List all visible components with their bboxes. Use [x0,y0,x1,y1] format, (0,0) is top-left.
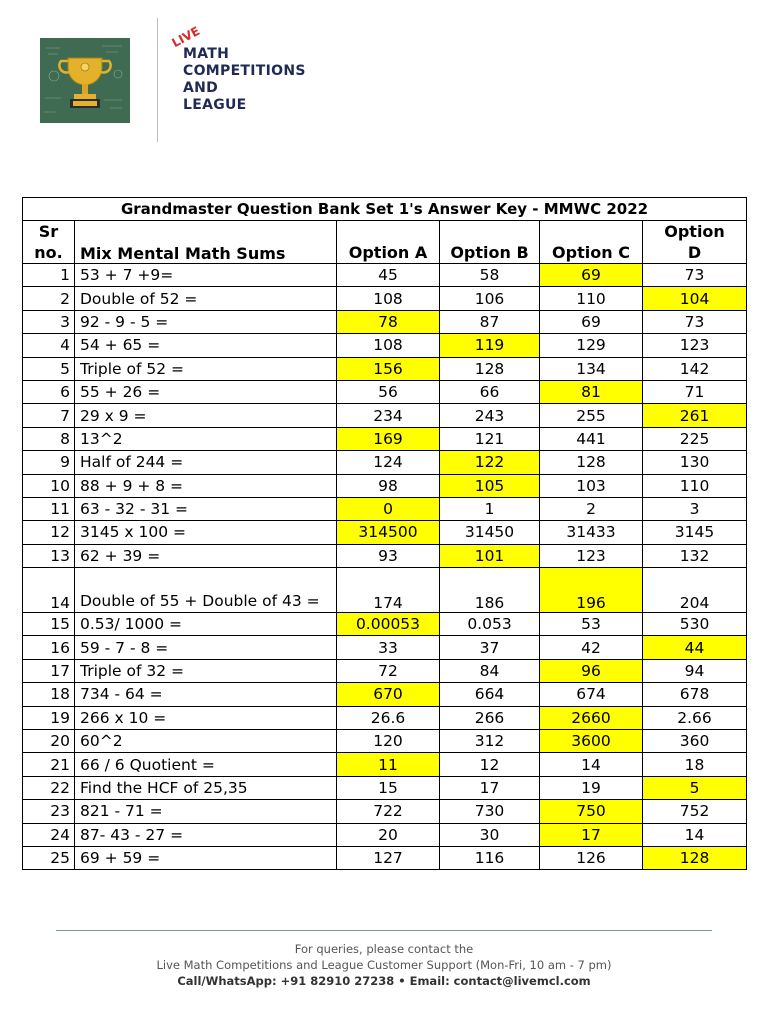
row-sr: 11 [23,497,75,520]
table-row [23,753,747,776]
header-option-a: Option A [337,221,440,264]
row-option-d: 110 [643,474,747,497]
row-option-c: 69 [540,264,643,287]
row-option-d: 94 [643,659,747,682]
row-option-c: 103 [540,474,643,497]
row-sr: 20 [23,730,75,753]
row-option-b: 122 [440,451,540,474]
table-row [23,264,747,287]
row-option-a: 174 [337,568,440,613]
row-sr: 5 [23,357,75,380]
row-option-b: 312 [440,730,540,753]
row-question: 63 - 32 - 31 = [75,497,337,520]
row-option-b: 58 [440,264,540,287]
row-option-c: 750 [540,800,643,823]
row-option-d: 678 [643,683,747,706]
row-option-a: 15 [337,776,440,799]
table-row [23,380,747,403]
row-option-c: 126 [540,846,643,869]
row-question: Triple of 32 = [75,659,337,682]
row-option-a: 722 [337,800,440,823]
row-option-a: 314500 [337,521,440,544]
row-option-d: 360 [643,730,747,753]
row-option-a: 93 [337,544,440,567]
row-question: Double of 55 + Double of 43 = [75,568,337,613]
row-question: 53 + 7 +9= [75,264,337,287]
footer-contact: Call/WhatsApp: +91 82910 27238 • Email: contact@livemcl.com [177,974,591,988]
row-sr: 19 [23,706,75,729]
footer [0,941,768,989]
brand-line-1: MATH [183,46,230,62]
row-sr: 2 [23,287,75,310]
row-option-d: 130 [643,451,747,474]
table-row [23,659,747,682]
row-question: 92 - 9 - 5 = [75,310,337,333]
row-option-d: 204 [643,568,747,613]
footer-divider [56,930,712,931]
row-option-b: 243 [440,404,540,427]
brand-line-2: COMPETITIONS [183,63,306,79]
row-sr: 15 [23,613,75,636]
row-sr: 13 [23,544,75,567]
row-option-c: 196 [540,568,643,613]
table-body [23,264,747,870]
brand-line-3: AND [183,80,219,96]
row-option-c: 255 [540,404,643,427]
row-option-a: 108 [337,287,440,310]
header-option-b: Option B [440,221,540,264]
row-option-c: 129 [540,334,643,357]
table-header-row [23,221,747,264]
row-option-b: 186 [440,568,540,613]
table-row [23,636,747,659]
row-option-c: 19 [540,776,643,799]
row-option-b: 66 [440,380,540,403]
row-option-d: 5 [643,776,747,799]
brand-wordmark [169,23,306,114]
row-option-b: 121 [440,427,540,450]
row-option-c: 441 [540,427,643,450]
row-option-d: 44 [643,636,747,659]
row-option-c: 31433 [540,521,643,544]
table-row [23,613,747,636]
row-option-b: 0.053 [440,613,540,636]
row-option-b: 87 [440,310,540,333]
row-sr: 25 [23,846,75,869]
row-option-d: 3 [643,497,747,520]
row-question: 0.53/ 1000 = [75,613,337,636]
row-option-d: 73 [643,310,747,333]
table-row [23,404,747,427]
row-sr: 6 [23,380,75,403]
row-option-b: 664 [440,683,540,706]
row-question: 734 - 64 = [75,683,337,706]
row-option-c: 69 [540,310,643,333]
header-option-d-line1: Option [664,222,725,241]
row-option-c: 3600 [540,730,643,753]
row-option-c: 81 [540,380,643,403]
row-option-b: 119 [440,334,540,357]
table-row [23,521,747,544]
row-question: 87- 43 - 27 = [75,823,337,846]
answer-key-table [22,197,747,870]
row-question: Double of 52 = [75,287,337,310]
row-question: 55 + 26 = [75,380,337,403]
row-sr: 21 [23,753,75,776]
row-option-a: 20 [337,823,440,846]
row-option-a: 72 [337,659,440,682]
row-option-a: 98 [337,474,440,497]
table-row [23,730,747,753]
row-question: 88 + 9 + 8 = [75,474,337,497]
row-sr: 14 [23,568,75,613]
row-sr: 16 [23,636,75,659]
row-question: Half of 244 = [75,451,337,474]
table-row [23,568,747,613]
row-option-b: 266 [440,706,540,729]
row-option-d: 2.66 [643,706,747,729]
row-option-d: 142 [643,357,747,380]
row-option-d: 123 [643,334,747,357]
header-option-c: Option C [540,221,643,264]
row-option-b: 106 [440,287,540,310]
row-sr: 22 [23,776,75,799]
row-option-a: 78 [337,310,440,333]
row-question: 13^2 [75,427,337,450]
table-row [23,287,747,310]
row-option-b: 730 [440,800,540,823]
row-option-c: 14 [540,753,643,776]
table-row [23,800,747,823]
trophy-icon [40,38,130,123]
row-question: 266 x 10 = [75,706,337,729]
table-title: Grandmaster Question Bank Set 1's Answer Key - MMWC 2022 [23,198,747,221]
row-option-c: 42 [540,636,643,659]
row-sr: 17 [23,659,75,682]
row-sr: 24 [23,823,75,846]
table-row [23,427,747,450]
row-option-b: 12 [440,753,540,776]
row-sr: 12 [23,521,75,544]
row-question: 60^2 [75,730,337,753]
row-option-c: 17 [540,823,643,846]
header-question: Mix Mental Math Sums [75,221,337,264]
row-sr: 9 [23,451,75,474]
row-option-d: 225 [643,427,747,450]
row-option-d: 71 [643,380,747,403]
row-question: 3145 x 100 = [75,521,337,544]
row-option-b: 17 [440,776,540,799]
row-option-c: 674 [540,683,643,706]
table-row [23,497,747,520]
header-option-d-line2: D [687,243,702,262]
header-sr-line2: no. [34,243,63,262]
row-sr: 23 [23,800,75,823]
row-question: 29 x 9 = [75,404,337,427]
row-option-c: 53 [540,613,643,636]
row-option-c: 96 [540,659,643,682]
row-option-a: 33 [337,636,440,659]
header-option-d [643,221,747,264]
row-option-d: 128 [643,846,747,869]
row-option-d: 530 [643,613,747,636]
table-row [23,334,747,357]
header-sr-line1: Sr [38,222,59,241]
row-option-d: 132 [643,544,747,567]
row-option-b: 1 [440,497,540,520]
row-sr: 18 [23,683,75,706]
table-row [23,357,747,380]
row-option-a: 120 [337,730,440,753]
row-option-d: 752 [643,800,747,823]
table-row [23,706,747,729]
row-option-a: 0.00053 [337,613,440,636]
row-option-a: 127 [337,846,440,869]
row-option-a: 169 [337,427,440,450]
row-option-a: 670 [337,683,440,706]
table-row [23,776,747,799]
row-sr: 8 [23,427,75,450]
row-option-d: 18 [643,753,747,776]
row-option-a: 156 [337,357,440,380]
brand-live: LIVE [169,23,203,51]
row-sr: 4 [23,334,75,357]
table-row [23,310,747,333]
row-option-d: 73 [643,264,747,287]
row-option-a: 26.6 [337,706,440,729]
row-question: 66 / 6 Quotient = [75,753,337,776]
row-option-c: 134 [540,357,643,380]
header-sr [23,221,75,264]
row-option-a: 45 [337,264,440,287]
row-option-a: 124 [337,451,440,474]
row-question: Triple of 52 = [75,357,337,380]
row-option-d: 261 [643,404,747,427]
row-option-b: 31450 [440,521,540,544]
row-question: 62 + 39 = [75,544,337,567]
row-option-b: 84 [440,659,540,682]
row-question: 69 + 59 = [75,846,337,869]
table-row [23,683,747,706]
row-question: 59 - 7 - 8 = [75,636,337,659]
row-sr: 1 [23,264,75,287]
row-option-b: 30 [440,823,540,846]
table-row [23,846,747,869]
row-option-d: 14 [643,823,747,846]
row-option-c: 110 [540,287,643,310]
row-option-b: 128 [440,357,540,380]
row-option-c: 123 [540,544,643,567]
table-row [23,823,747,846]
table-row [23,451,747,474]
row-option-b: 37 [440,636,540,659]
row-option-a: 11 [337,753,440,776]
row-option-a: 108 [337,334,440,357]
row-sr: 7 [23,404,75,427]
row-option-a: 56 [337,380,440,403]
logo-divider [157,18,158,142]
row-option-c: 2 [540,497,643,520]
row-option-a: 234 [337,404,440,427]
brand-line-4: LEAGUE [183,97,247,113]
row-sr: 3 [23,310,75,333]
footer-line-2: Live Math Competitions and League Customer Support (Mon-Fri, 10 am - 7 pm) [156,958,612,972]
row-question: Find the HCF of 25,35 [75,776,337,799]
row-option-d: 3145 [643,521,747,544]
row-option-b: 116 [440,846,540,869]
footer-line-1: For queries, please contact the [294,942,474,956]
trophy-logo [40,38,130,123]
row-option-b: 101 [440,544,540,567]
row-question: 821 - 71 = [75,800,337,823]
table-row [23,474,747,497]
row-sr: 10 [23,474,75,497]
table-row [23,544,747,567]
row-option-b: 105 [440,474,540,497]
row-option-c: 128 [540,451,643,474]
row-option-d: 104 [643,287,747,310]
row-option-c: 2660 [540,706,643,729]
row-option-a: 0 [337,497,440,520]
row-question: 54 + 65 = [75,334,337,357]
